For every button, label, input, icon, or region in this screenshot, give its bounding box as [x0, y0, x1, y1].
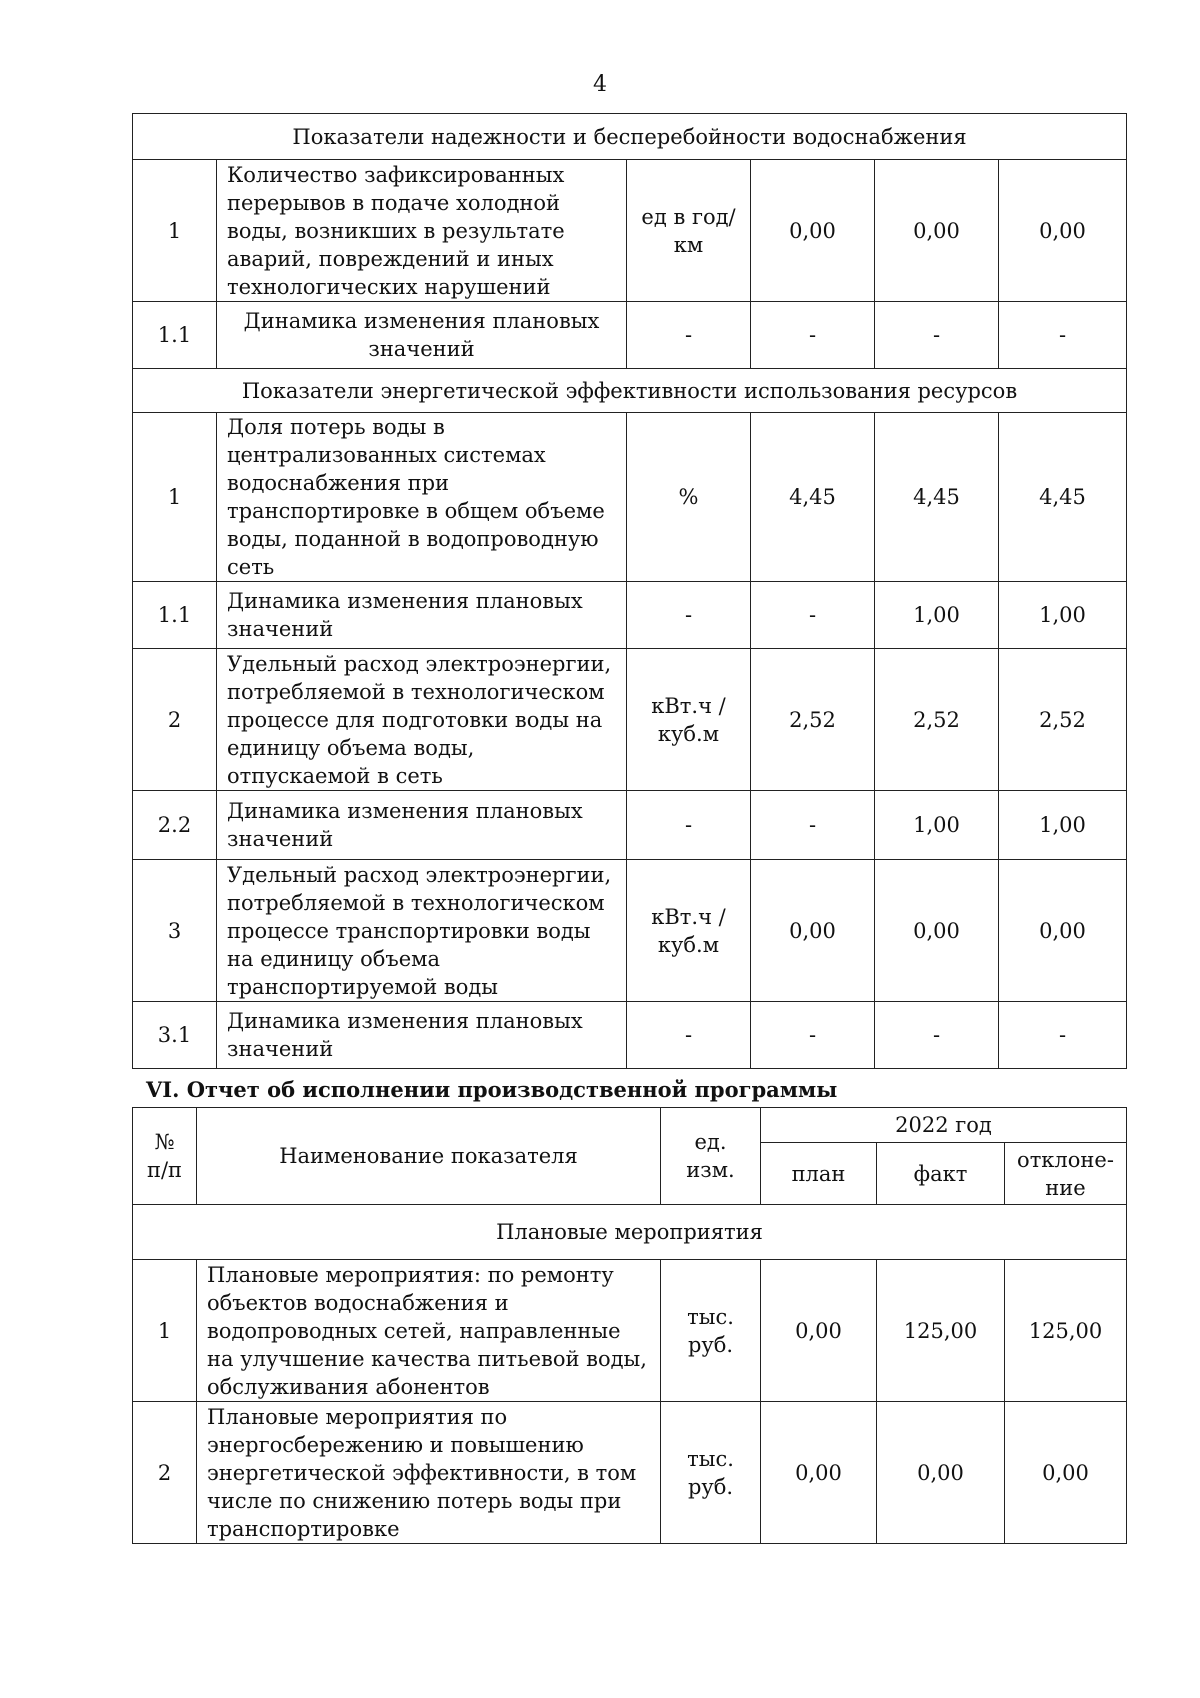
table-row: [133, 649, 1127, 791]
value-1: -: [751, 1002, 875, 1069]
table-row: [133, 791, 1127, 860]
table-row: [133, 1002, 1127, 1069]
fact-value: 0,00: [877, 1402, 1005, 1544]
value-2: 4,45: [875, 413, 999, 582]
value-3: 4,45: [999, 413, 1127, 582]
row-number: 1: [133, 160, 217, 302]
value-3: 0,00: [999, 860, 1127, 1002]
indicators-table: [132, 113, 1127, 1069]
plan-value: 0,00: [761, 1402, 877, 1544]
table-row: [133, 302, 1127, 369]
header-number: № п/п: [133, 1108, 197, 1205]
value-1: 2,52: [751, 649, 875, 791]
value-3: -: [999, 1002, 1127, 1069]
row-number: 1.1: [133, 582, 217, 649]
row-number: 2: [133, 649, 217, 791]
table-row: [133, 860, 1127, 1002]
value-1: 4,45: [751, 413, 875, 582]
header-fact: факт: [877, 1143, 1005, 1205]
row-number: 2.2: [133, 791, 217, 860]
indicator-name: Доля потерь воды в централизованных системах водоснабжения при транспортировке в общем объеме воды, поданной в водопроводную сеть: [217, 413, 627, 582]
indicator-name: Плановые мероприятия: по ремонту объектов водоснабжения и водопроводных сетей, направленные на улучшение качества питьевой воды, обслуживания абонентов: [197, 1260, 661, 1402]
unit: кВт.ч / куб.м: [627, 649, 751, 791]
indicator-name: Динамика изменения плановых значений: [217, 791, 627, 860]
table-row: [133, 1402, 1127, 1544]
value-3: 0,00: [999, 160, 1127, 302]
indicator-name: Динамика изменения плановых значений: [217, 302, 627, 369]
value-1: -: [751, 791, 875, 860]
header-deviation: отклоне-ние: [1005, 1143, 1127, 1205]
header-unit: ед. изм.: [661, 1108, 761, 1205]
indicator-name: Удельный расход электроэнергии, потребляемой в технологическом процессе для подготовки воды на единицу объема воды, отпускаемой в сеть: [217, 649, 627, 791]
row-number: 1: [133, 413, 217, 582]
deviation-value: 125,00: [1005, 1260, 1127, 1402]
unit: тыс. руб.: [661, 1260, 761, 1402]
value-3: 1,00: [999, 582, 1127, 649]
value-3: -: [999, 302, 1127, 369]
value-2: 0,00: [875, 860, 999, 1002]
unit: кВт.ч / куб.м: [627, 860, 751, 1002]
value-2: 1,00: [875, 582, 999, 649]
value-1: -: [751, 302, 875, 369]
group-title: Плановые мероприятия: [133, 1205, 1127, 1260]
section-heading: VI. Отчет об исполнении производственной программы: [146, 1077, 838, 1102]
row-number: 2: [133, 1402, 197, 1544]
unit: %: [627, 413, 751, 582]
unit: -: [627, 582, 751, 649]
row-number: 3.1: [133, 1002, 217, 1069]
value-2: 2,52: [875, 649, 999, 791]
value-3: 1,00: [999, 791, 1127, 860]
unit: ед в год/ км: [627, 160, 751, 302]
section-title: Показатели энергетической эффективности использования ресурсов: [133, 369, 1127, 413]
table-row: [133, 413, 1127, 582]
value-2: -: [875, 302, 999, 369]
row-number: 3: [133, 860, 217, 1002]
unit: -: [627, 791, 751, 860]
row-number: 1.1: [133, 302, 217, 369]
value-1: -: [751, 582, 875, 649]
indicator-name: Динамика изменения плановых значений: [217, 582, 627, 649]
table-row: [133, 1260, 1127, 1402]
fact-value: 125,00: [877, 1260, 1005, 1402]
row-number: 1: [133, 1260, 197, 1402]
table-row: [133, 160, 1127, 302]
value-2: 1,00: [875, 791, 999, 860]
value-2: -: [875, 1002, 999, 1069]
unit: тыс. руб.: [661, 1402, 761, 1544]
value-1: 0,00: [751, 860, 875, 1002]
plan-value: 0,00: [761, 1260, 877, 1402]
deviation-value: 0,00: [1005, 1402, 1127, 1544]
indicator-name: Динамика изменения плановых значений: [217, 1002, 627, 1069]
value-3: 2,52: [999, 649, 1127, 791]
indicator-name: Удельный расход электроэнергии, потребляемой в технологическом процессе транспортировки воды на единицу объема транспортируемой воды: [217, 860, 627, 1002]
value-1: 0,00: [751, 160, 875, 302]
header-name: Наименование показателя: [197, 1108, 661, 1205]
program-report-table: [132, 1107, 1127, 1544]
section-title: Показатели надежности и бесперебойности водоснабжения: [133, 114, 1127, 160]
unit: -: [627, 1002, 751, 1069]
indicator-name: Количество зафиксированных перерывов в подаче холодной воды, возникших в результате аварий, повреждений и иных технологических нарушений: [217, 160, 627, 302]
unit: -: [627, 302, 751, 369]
page-number: 4: [593, 72, 607, 97]
header-year: 2022 год: [761, 1108, 1127, 1143]
value-2: 0,00: [875, 160, 999, 302]
indicator-name: Плановые мероприятия по энергосбережению и повышению энергетической эффективности, в том числе по снижению потерь воды при транспортировке: [197, 1402, 661, 1544]
table-row: [133, 582, 1127, 649]
header-plan: план: [761, 1143, 877, 1205]
